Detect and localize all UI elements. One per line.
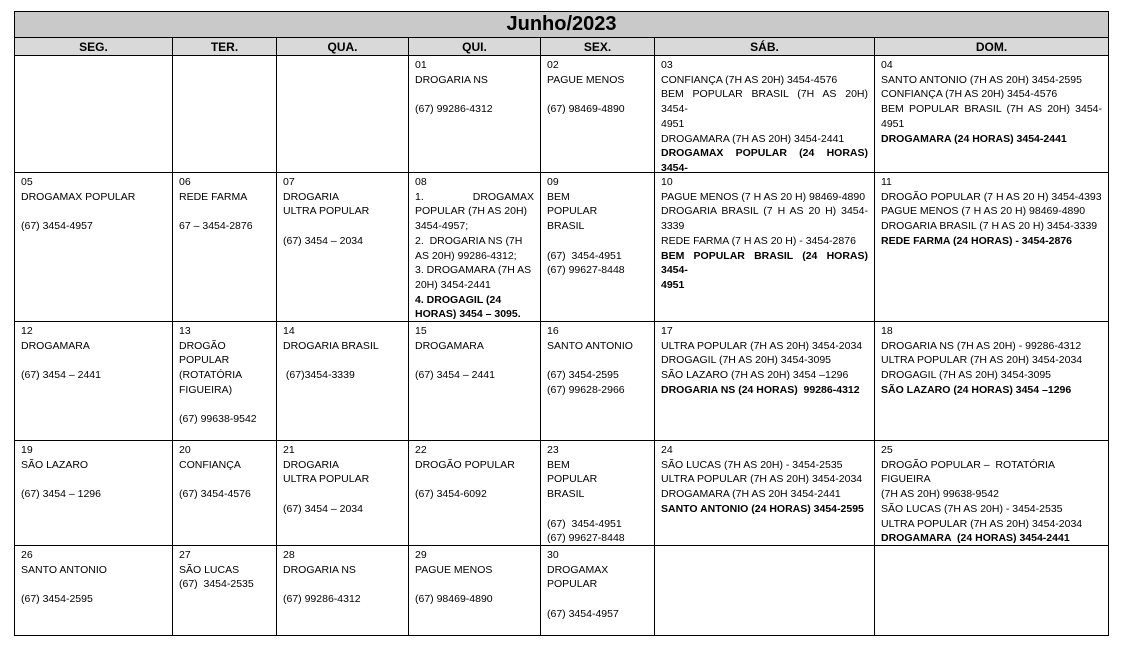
pharmacy-line: (67) 3454-4951 xyxy=(547,249,622,262)
weekday-header: DOM. xyxy=(875,38,1109,56)
day-number: 20 xyxy=(179,444,191,456)
pharmacy-line: CONFIANÇA xyxy=(179,458,241,471)
pharmacy-line: (ROTATÓRIA xyxy=(179,369,243,382)
weekday-header: SEG. xyxy=(15,38,173,56)
pharmacy-line: (67) 3454-2535 xyxy=(179,578,254,591)
day-number: 30 xyxy=(547,549,559,561)
calendar-table xyxy=(14,11,1109,636)
pharmacy-line: BEM POPULAR BRASIL (24 HORAS) 3454- xyxy=(661,249,871,277)
pharmacy-line: (67) 99627-8448 xyxy=(547,264,625,277)
day-cell xyxy=(541,56,655,173)
pharmacy-line: 3339 xyxy=(661,220,685,233)
pharmacy-line: REDE FARMA (24 HORAS) - 3454-2876 xyxy=(881,234,1072,247)
blank-line xyxy=(283,219,402,234)
blank-line xyxy=(547,234,648,249)
week-row xyxy=(15,441,1109,546)
day-number: 26 xyxy=(21,549,33,561)
day-cell xyxy=(409,173,541,322)
pharmacy-line: (67) 3454-4957 xyxy=(21,220,93,233)
pharmacy-line: DROGARIA BRASIL (7 H AS 20 H) 3454-3339 xyxy=(881,220,1098,233)
pharmacy-line: DROGAMARA (24 HORAS) 3454-2441 xyxy=(881,532,1070,545)
day-cell xyxy=(15,322,173,441)
day-cell xyxy=(409,322,541,441)
pharmacy-line: DROGAMAX POPULAR (24 HORAS) 3454- xyxy=(661,147,871,172)
day-cell xyxy=(875,173,1109,322)
blank-line xyxy=(179,472,270,487)
pharmacy-line: DROGAGIL (7H AS 20H) 3454-3095 xyxy=(661,354,832,367)
weekday-header: QUI. xyxy=(409,38,541,56)
day-number: 19 xyxy=(21,444,33,456)
pharmacy-line: ULTRA POPULAR (7H AS 20H) 3454-2034 xyxy=(661,473,863,486)
day-cell xyxy=(875,322,1109,441)
day-number: 16 xyxy=(547,325,559,337)
pharmacy-line: DROGARIA NS xyxy=(415,73,488,86)
pharmacy-line: (67) 3454-4951 xyxy=(547,517,622,530)
pharmacy-line: BRASIL xyxy=(547,220,585,233)
day-cell xyxy=(875,56,1109,173)
day-number: 09 xyxy=(547,176,559,188)
day-cell xyxy=(15,173,173,322)
pharmacy-line: (67) 3454-4576 xyxy=(179,488,251,501)
pharmacy-line: POPULAR xyxy=(547,578,598,591)
blank-line xyxy=(179,398,270,413)
pharmacy-line: AS 20H) 99286-4312; xyxy=(415,249,517,262)
pharmacy-line: ULTRA POPULAR (7H AS 20H) 3454-2034 xyxy=(881,354,1083,367)
pharmacy-line: 4951 xyxy=(881,117,905,130)
day-number: 10 xyxy=(661,176,673,188)
pharmacy-line: (67) 98469-4890 xyxy=(547,103,625,116)
pharmacy-line: 4. DROGAGIL (24 xyxy=(415,293,502,306)
pharmacy-line: (67) 3454 – 1296 xyxy=(21,488,101,501)
day-cell xyxy=(655,322,875,441)
pharmacy-line: SANTO ANTONIO (7H AS 20H) 3454-2595 xyxy=(881,73,1082,86)
blank-line xyxy=(21,577,166,592)
day-cell xyxy=(655,441,875,546)
pharmacy-line: DROGAMAX xyxy=(547,563,609,576)
pharmacy-line: 20H) 3454-2441 xyxy=(415,278,491,291)
blank-line xyxy=(21,472,166,487)
pharmacy-line: (67) 99628-2966 xyxy=(547,383,625,396)
pharmacy-line: (67) 98469-4890 xyxy=(415,593,493,606)
day-cell xyxy=(173,56,277,173)
pharmacy-line: SÃO LUCAS xyxy=(179,563,240,576)
day-cell xyxy=(409,546,541,636)
blank-line xyxy=(21,204,166,219)
pharmacy-line: POPULAR (7H AS 20H) xyxy=(415,205,528,218)
weekday-header: SEX. xyxy=(541,38,655,56)
pharmacy-line: ULTRA POPULAR xyxy=(283,473,370,486)
blank-line xyxy=(283,353,402,368)
blank-line xyxy=(547,502,648,517)
pharmacy-line: HORAS) 3454 – 3095. xyxy=(415,308,521,321)
weekday-header-row xyxy=(15,38,1109,56)
pharmacy-line: SANTO ANTONIO xyxy=(547,339,633,352)
day-number: 14 xyxy=(283,325,295,337)
day-number: 28 xyxy=(283,549,295,561)
pharmacy-line: BEM POPULAR xyxy=(547,190,602,218)
week-row xyxy=(15,173,1109,322)
day-number: 04 xyxy=(881,59,893,71)
pharmacy-line: SÃO LUCAS (7H AS 20H) - 3454-2535 xyxy=(661,458,843,471)
pharmacy-line: SÃO LAZARO xyxy=(21,458,89,471)
day-cell xyxy=(655,173,875,322)
day-number: 13 xyxy=(179,325,191,337)
pharmacy-line: DROGARIA BRASIL (7 H AS 20 H) 3454- xyxy=(661,205,868,218)
week-row xyxy=(15,546,1109,636)
day-number: 24 xyxy=(661,444,673,456)
blank-line xyxy=(283,487,402,502)
pharmacy-line: SÃO LAZARO (7H AS 20H) 3454 –1296 xyxy=(661,369,849,382)
day-number: 25 xyxy=(881,444,893,456)
day-cell xyxy=(173,173,277,322)
pharmacy-line: (67) 99627-8448 xyxy=(547,532,625,545)
pharmacy-line: CONFIANÇA (7H AS 20H) 3454-4576 xyxy=(661,73,838,86)
pharmacy-line: PAGUE MENOS xyxy=(415,563,493,576)
blank-line xyxy=(179,204,270,219)
day-number: 11 xyxy=(881,176,892,188)
pharmacy-line: DROGARIA xyxy=(283,190,340,203)
pharmacy-line: (67) 99286-4312 xyxy=(283,593,361,606)
day-number: 07 xyxy=(283,176,295,188)
day-cell xyxy=(277,173,409,322)
day-number: 23 xyxy=(547,444,559,456)
day-cell xyxy=(875,441,1109,546)
pharmacy-line: (67) 3454-2595 xyxy=(21,593,93,606)
pharmacy-line: DROGARIA BRASIL xyxy=(283,339,379,352)
pharmacy-line: (67) 3454-2595 xyxy=(547,369,619,382)
day-number: 06 xyxy=(179,176,191,188)
blank-line xyxy=(547,87,648,102)
day-number: 12 xyxy=(21,325,33,337)
pharmacy-line: POPULAR xyxy=(179,354,230,367)
pharmacy-line: DROGAMARA xyxy=(415,339,484,352)
day-cell xyxy=(541,322,655,441)
pharmacy-line: DROGAMARA (24 HORAS) 3454-2441 xyxy=(881,132,1067,145)
day-number: 21 xyxy=(283,444,295,456)
pharmacy-line: DROGÃO POPULAR – ROTATÓRIA FIGUEIRA xyxy=(881,458,1058,486)
blank-line xyxy=(283,577,402,592)
day-cell xyxy=(277,56,409,173)
calendar-title: Junho/2023 xyxy=(15,12,1109,38)
blank-line xyxy=(415,353,534,368)
day-number: 02 xyxy=(547,59,559,71)
pharmacy-line: DROGAMAX POPULAR xyxy=(21,190,136,203)
day-number: 08 xyxy=(415,176,427,188)
day-number: 15 xyxy=(415,325,427,337)
pharmacy-line: ULTRA POPULAR (7H AS 20H) 3454-2034 xyxy=(661,339,863,352)
day-number: 29 xyxy=(415,549,427,561)
blank-line xyxy=(415,577,534,592)
pharmacy-line: DROGARIA NS (24 HORAS) 99286-4312 xyxy=(661,383,860,396)
day-cell xyxy=(15,546,173,636)
blank-line xyxy=(547,592,648,607)
day-cell xyxy=(173,441,277,546)
day-number: 05 xyxy=(21,176,33,188)
blank-line xyxy=(547,353,648,368)
pharmacy-line: 1. DROGAMAX xyxy=(415,190,534,203)
weekday-header: SÁB. xyxy=(655,38,875,56)
blank-line xyxy=(415,472,534,487)
pharmacy-line: (67) 3454 – 2441 xyxy=(415,369,495,382)
pharmacy-line: (67) 3454-4957 xyxy=(547,607,619,620)
week-row xyxy=(15,56,1109,173)
day-cell xyxy=(173,546,277,636)
pharmacy-line: ULTRA POPULAR (7H AS 20H) 3454-2034 xyxy=(881,517,1083,530)
day-number: 17 xyxy=(661,325,673,337)
pharmacy-line: CONFIANÇA (7H AS 20H) 3454-4576 xyxy=(881,88,1058,101)
calendar-body xyxy=(15,56,1109,636)
pharmacy-line: (67) 99286-4312 xyxy=(415,103,493,116)
week-row xyxy=(15,322,1109,441)
pharmacy-line: DROGARIA xyxy=(283,458,340,471)
pharmacy-line: (67) 3454 – 2034 xyxy=(283,502,363,515)
pharmacy-line: DROGÃO POPULAR xyxy=(415,458,515,471)
pharmacy-line: PAGUE MENOS xyxy=(547,73,625,86)
day-number: 03 xyxy=(661,59,673,71)
day-cell xyxy=(541,441,655,546)
pharmacy-line: DROGAMARA (7H AS 20H) 3454-2441 xyxy=(661,132,845,145)
pharmacy-line: 2. DROGARIA NS (7H xyxy=(415,234,523,247)
pharmacy-line: BRASIL xyxy=(547,488,585,501)
pharmacy-line: DROGÃO xyxy=(179,339,226,352)
pharmacy-line: BEM POPULAR BRASIL (7H AS 20H) 3454- xyxy=(881,103,1103,116)
pharmacy-line: DROGAGIL (7H AS 20H) 3454-3095 xyxy=(881,369,1052,382)
pharmacy-line: SÃO LUCAS (7H AS 20H) - 3454-2535 xyxy=(881,502,1063,515)
pharmacy-line: (67) 3454 – 2441 xyxy=(21,369,101,382)
day-number: 22 xyxy=(415,444,427,456)
pharmacy-line: (67) 3454-6092 xyxy=(415,488,487,501)
day-number: 01 xyxy=(415,59,427,71)
pharmacy-line: (67) 99638-9542 xyxy=(179,413,257,426)
day-cell xyxy=(277,441,409,546)
pharmacy-line: 3454-4957; xyxy=(415,220,469,233)
day-cell xyxy=(655,546,875,636)
pharmacy-line: DROGÃO POPULAR (7 H AS 20 H) 3454-4393 xyxy=(881,190,1102,203)
day-number: 27 xyxy=(179,549,191,561)
pharmacy-line: 4951 xyxy=(661,117,685,130)
pharmacy-line: SANTO ANTONIO xyxy=(21,563,107,576)
pharmacy-line: FIGUEIRA) xyxy=(179,383,233,396)
pharmacy-line: REDE FARMA (7 H AS 20 H) - 3454-2876 xyxy=(661,234,856,247)
day-cell xyxy=(655,56,875,173)
day-cell xyxy=(15,441,173,546)
pharmacy-line: SANTO ANTONIO (24 HORAS) 3454-2595 xyxy=(661,502,864,515)
blank-line xyxy=(415,87,534,102)
pharmacy-line: (67) 3454 – 2034 xyxy=(283,234,363,247)
day-cell xyxy=(277,322,409,441)
pharmacy-line: PAGUE MENOS (7 H AS 20 H) 98469-4890 xyxy=(881,205,1086,218)
day-cell xyxy=(173,322,277,441)
pharmacy-line: DROGARIA NS xyxy=(283,563,356,576)
weekday-header: QUA. xyxy=(277,38,409,56)
weekday-header: TER. xyxy=(173,38,277,56)
pharmacy-line: BEM POPULAR BRASIL (7H AS 20H) 3454- xyxy=(661,88,871,116)
pharmacy-line: SÃO LAZARO (24 HORAS) 3454 –1296 xyxy=(881,383,1072,396)
pharmacy-line: DROGAMARA xyxy=(21,339,90,352)
pharmacy-line: DROGARIA NS (7H AS 20H) - 99286-4312 xyxy=(881,339,1082,352)
pharmacy-line: 67 – 3454-2876 xyxy=(179,220,253,233)
day-cell xyxy=(875,546,1109,636)
day-cell xyxy=(15,56,173,173)
day-cell xyxy=(541,173,655,322)
pharmacy-line: DROGAMARA (7H AS 20H 3454-2441 xyxy=(661,488,841,501)
day-cell xyxy=(277,546,409,636)
pharmacy-line: (7H AS 20H) 99638-9542 xyxy=(881,488,999,501)
blank-line xyxy=(21,353,166,368)
day-cell xyxy=(409,441,541,546)
pharmacy-line: ULTRA POPULAR xyxy=(283,205,370,218)
pharmacy-line: 3. DROGAMARA (7H AS xyxy=(415,264,532,277)
pharmacy-line: REDE FARMA xyxy=(179,190,248,203)
day-number: 18 xyxy=(881,325,893,337)
pharmacy-line: BEM POPULAR xyxy=(547,458,602,486)
pharmacy-line: PAGUE MENOS (7 H AS 20 H) 98469-4890 xyxy=(661,190,866,203)
day-cell xyxy=(541,546,655,636)
pharmacy-line: 4951 xyxy=(661,278,685,291)
day-cell xyxy=(409,56,541,173)
pharmacy-line: (67)3454-3339 xyxy=(283,369,355,382)
